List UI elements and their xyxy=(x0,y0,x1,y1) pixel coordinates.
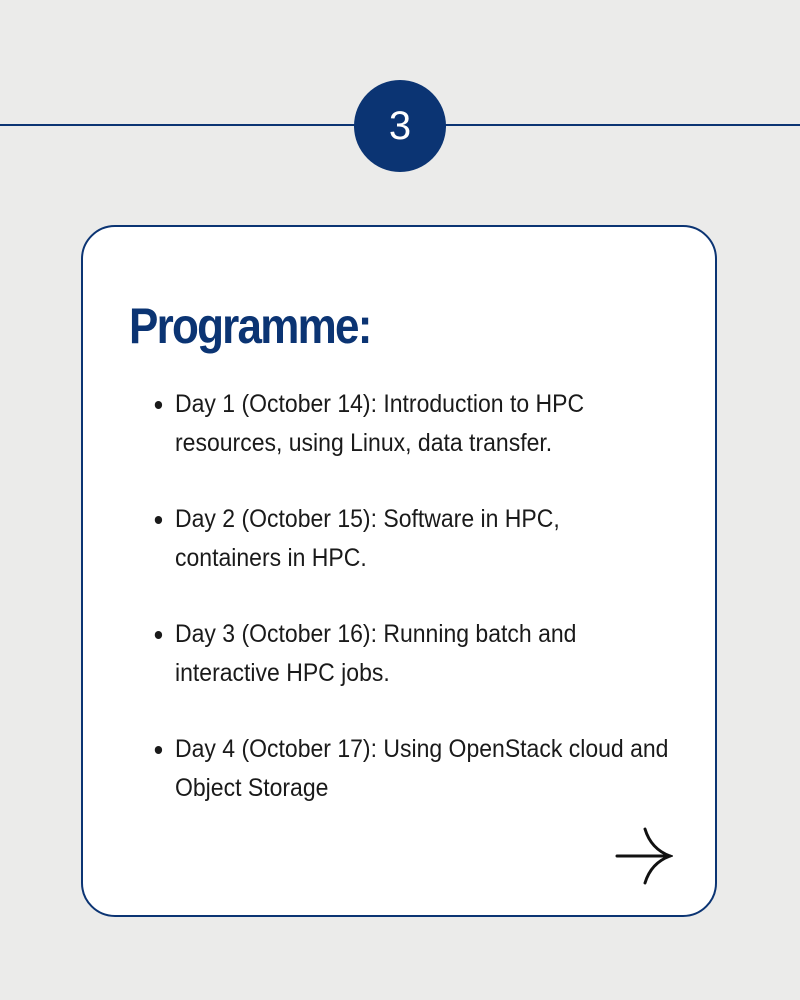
schedule-item-day-2 xyxy=(175,500,672,577)
schedule-item-text: Day 2 (October 15): Software in HPC, containers in HPC. xyxy=(175,505,560,572)
bullet-icon xyxy=(155,516,162,524)
arrow-right-icon xyxy=(615,827,673,885)
step-number: 3 xyxy=(388,103,412,148)
bullet-icon xyxy=(155,631,162,639)
step-number-badge xyxy=(354,80,446,172)
schedule-item-text: Day 4 (October 17): Using OpenStack cloud and Object Storage xyxy=(175,735,669,802)
programme-card xyxy=(81,225,717,917)
next-arrow-button[interactable] xyxy=(615,827,673,885)
schedule-item-day-4 xyxy=(175,730,672,807)
schedule-item-day-3 xyxy=(175,615,672,692)
schedule-item-text: Day 1 (October 14): Introduction to HPC resources, using Linux, data transfer. xyxy=(175,390,585,457)
card-title: Programme: xyxy=(129,298,371,354)
schedule-item-day-1 xyxy=(175,385,672,462)
schedule-list xyxy=(175,385,675,845)
bullet-icon xyxy=(155,401,162,409)
schedule-item-text: Day 3 (October 16): Running batch and interactive HPC jobs. xyxy=(175,620,577,687)
bullet-icon xyxy=(155,746,162,754)
